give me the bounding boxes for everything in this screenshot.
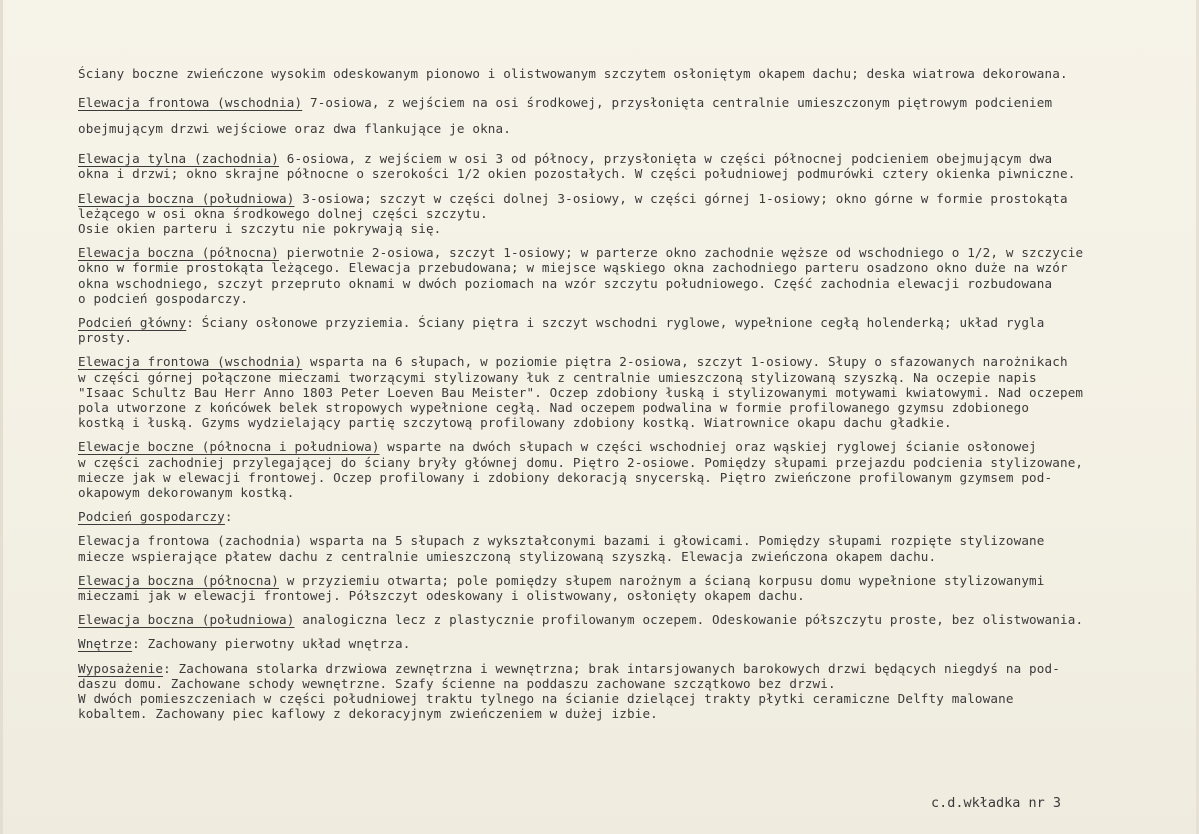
section-heading: Wyposażenie: [78, 660, 164, 676]
text-line: [78, 533, 1158, 548]
line-text: 6-osiowa, z wejściem w osi 3 od północy, przysłonięta w części północnej podcieniem obejmującym dwa: [279, 151, 1053, 167]
text-line: [78, 166, 1158, 181]
text-line: [78, 415, 1158, 430]
line-text: okna i drzwi; okno skrajne północne o szerokości 1/2 okien pozostałych. W części południowej podmurówki cztery okienka piwniczne.: [78, 166, 1076, 182]
line-text: mieczami jak w elewacji frontowej. Półszczyt odeskowany i olistwowany, osłonięty okapem dachu.: [78, 588, 805, 604]
line-text: pola utworzone z końcówek belek stropowych wypełnione cegłą. Nad oczepem podwalina w formie profilowanego gzymsu zdobionego: [78, 400, 1030, 416]
text-line: [78, 455, 1158, 470]
line-text: : Ściany osłonowe przyziemia. Ściany piętra i szczyt wschodni ryglowe, wypełnione cegłą holenderką; układ rygla: [186, 315, 1045, 331]
text-line: [78, 509, 1158, 524]
paragraph: [78, 573, 1158, 603]
continuation-note: c.d.wkładka nr 3: [930, 795, 1061, 811]
paragraph: [78, 636, 1158, 651]
paragraph: [78, 151, 1158, 181]
text-line: [78, 151, 1158, 166]
line-text: Osie okien parteru i szczytu nie pokrywają się.: [78, 221, 442, 237]
line-text: miecze wspierające płatew dachu z centralnie umieszczoną stylizowaną szyszką. Elewacja zwieńczona okapem dachu.: [78, 548, 937, 564]
text-line: [78, 385, 1158, 400]
line-text: daszu domu. Zachowane schody wewnętrzne. Szafy ścienne na poddaszu zachowane szczątkowo bez drzwi.: [78, 675, 836, 691]
text-line: [78, 573, 1158, 588]
paragraph: [78, 90, 1158, 142]
paragraph: [78, 509, 1158, 524]
paragraph: [78, 612, 1158, 627]
text-line: [78, 315, 1158, 330]
line-text: obejmującym drzwi wejściowe oraz dwa flankujące je okna.: [78, 121, 511, 137]
line-text: "Isaac Schultz Bau Herr Anno 1803 Peter Loeven Bau Meister". Oczep zdobiony łuską i stylizowanymi motywami kwiatowymi. Nad oczepem: [78, 384, 1084, 400]
section-heading: Elewacja tylna (zachodnia): [78, 151, 280, 167]
line-text: wsparta na 6 słupach, w poziomie piętra 2-osiowa, szczyt 1-osiowy. Słupy o sfazowanych narożnikach: [302, 354, 1068, 370]
line-text: wsparte na dwóch słupach w części wschodniej oraz wąskiej ryglowej ścianie osłonowej: [379, 439, 1037, 455]
section-heading: Podcień gospodarczy: [78, 509, 225, 525]
paragraph: [78, 191, 1158, 237]
paragraph: [78, 439, 1158, 500]
line-text: pierwotnie 2-osiowa, szczyt 1-osiowy; w parterze okno zachodnie węższe od wschodniego o 1/2, w szczycie: [279, 245, 1084, 261]
text-line: [78, 676, 1158, 691]
text-line: [78, 485, 1158, 500]
line-text: Elewacja frontowa (zachodnia) wsparta na 5 słupach z wykształconymi bazami i głowicami. Pomiędzy słupami rozpięte stylizowane: [78, 533, 1045, 549]
section-heading: Elewacja frontowa (wschodnia): [78, 354, 303, 370]
text-line: [78, 400, 1158, 415]
text-line: [78, 191, 1158, 206]
section-heading: Elewacja frontowa (wschodnia): [78, 95, 303, 111]
section-heading: Elewacje boczne (północna i południowa): [78, 439, 380, 455]
text-line: [78, 588, 1158, 603]
paragraph: [78, 533, 1158, 563]
text-line: [78, 706, 1158, 721]
line-text: 3-osiowa; szczyt w części dolnej 3-osiowy, w części górnej 1-osiowy; okno górne w formie prostokąta: [294, 190, 1068, 206]
paragraph: [78, 245, 1158, 306]
paragraph: [78, 315, 1158, 345]
line-text: okna wschodniego, szczyt przepruto oknami w dwóch poziomach na wzór szczytu południowego. Część zachodnia elewacji rozbudowana: [78, 275, 1053, 291]
line-text: w części górnej połączone mieczami tworzącymi stylizowany łuk z centralnie umieszczoną stylizowaną szyszką. Na oczepie napis: [78, 369, 1037, 385]
text-line: [78, 370, 1158, 385]
section-heading: Elewacja boczna (północna): [78, 245, 280, 261]
text-line: [78, 206, 1158, 221]
text-line: [78, 691, 1158, 706]
text-line: [78, 439, 1158, 454]
section-heading: Wnętrze: [78, 636, 133, 652]
line-text: : Zachowana stolarka drzwiowa zewnętrzna i wewnętrzna; brak intarsjowanych barokowych drzwi będących niegdyś na pod-: [163, 660, 1060, 676]
line-text: leżącego w osi okna środkowego dolnej części szczytu.: [78, 205, 488, 221]
text-line: [78, 90, 1158, 116]
text-line: [78, 661, 1158, 676]
line-text: : Zachowany pierwotny układ wnętrza.: [132, 636, 411, 652]
paragraph: [78, 661, 1158, 722]
text-line: [78, 276, 1158, 291]
section-heading: Elewacja boczna (południowa): [78, 612, 295, 628]
line-text: W dwóch pomieszczeniach w części południowej traktu tylnego na ścianie dzielącej trakty płytki ceramiczne Delfty malowane: [78, 691, 1014, 707]
line-text: o podcień gospodarczy.: [78, 290, 249, 306]
line-text: w przyziemiu otwarta; pole pomiędzy słupem narożnym a ścianą korpusu domu wypełnione stylizowanymi: [279, 572, 1045, 588]
text-line: [78, 636, 1158, 651]
text-line: [78, 260, 1158, 275]
line-text: okapowym dekorowanym kostką.: [78, 485, 295, 501]
text-line: [78, 549, 1158, 564]
text-line: [78, 245, 1158, 260]
paragraph: [78, 66, 1158, 81]
paragraph: [78, 354, 1158, 430]
line-text: kostką i łuską. Gzyms wydzielający partię szczytową profilowany zdobiony kostką. Wiatrownice okapu dachu gładkie.: [78, 415, 952, 431]
text-line: [78, 116, 1158, 142]
line-text: kobaltem. Zachowany piec kaflowy z dekoracyjnym zwieńczeniem w dużej izbie.: [78, 706, 658, 722]
line-text: okno w formie prostokąta leżącego. Elewacja przebudowana; w miejsce wąskiego okna zachodniego parteru osadzono okno duże na wzór: [78, 260, 1068, 276]
line-text: w części zachodniej przylegającej do ściany bryły głównej domu. Piętro 2-osiowe. Pomiędzy słupami przejazdu podcienia stylizowane,: [78, 454, 1084, 470]
text-line: [78, 470, 1158, 485]
section-heading: Podcień główny: [78, 315, 187, 331]
line-text: :: [224, 509, 233, 525]
text-line: [78, 330, 1158, 345]
text-line: [78, 221, 1158, 236]
line-text: prosty.: [78, 330, 133, 346]
line-text: miecze jak w elewacji frontowej. Oczep profilowany i zdobiony dekoracją snycerską. Piętro zwieńczone profilowanym gzymsem pod-: [78, 469, 1053, 485]
section-heading: Elewacja boczna (południowa): [78, 190, 295, 206]
text-line: [78, 612, 1158, 627]
line-text: analogiczna lecz z plastycznie profilowanym oczepem. Odeskowanie półszczytu proste, bez olistwowania.: [294, 612, 1084, 628]
document-body: [78, 66, 1158, 731]
text-line: [78, 291, 1158, 306]
text-line: [78, 354, 1158, 369]
section-heading: Elewacja boczna (północna): [78, 572, 280, 588]
line-text: Ściany boczne zwieńczone wysokim odeskowanym pionowo i olistwowanym szczytem osłoniętym okapem dachu; deska wiatrowa dekorowana.: [78, 66, 1068, 81]
line-text: 7-osiowa, z wejściem na osi środkowej, przysłonięta centralnie umieszczonym piętrowym podcieniem: [302, 95, 1053, 111]
text-line: [78, 66, 1158, 81]
